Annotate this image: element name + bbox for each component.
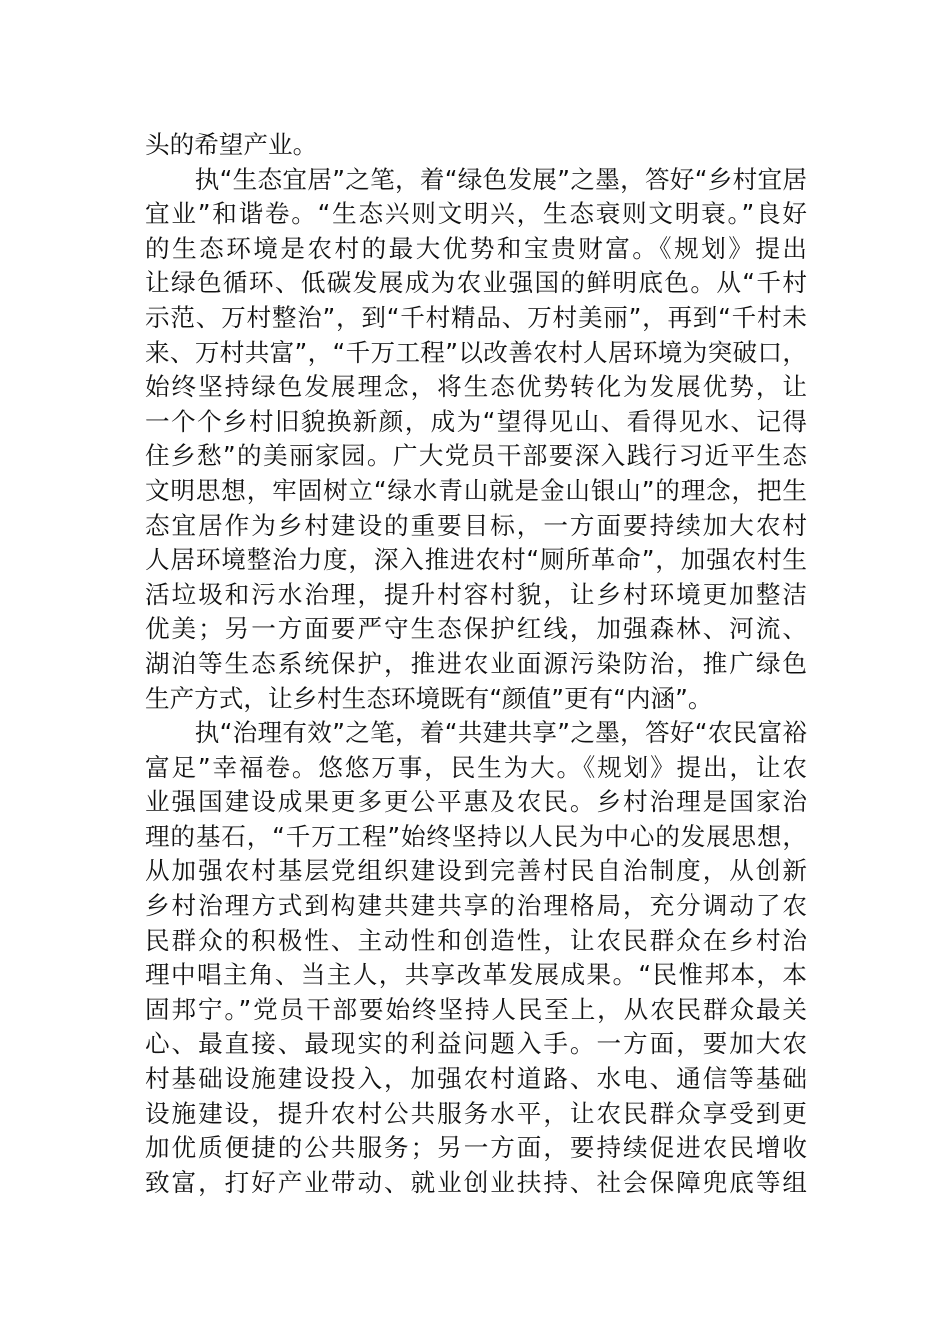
text-line: 人居环境整治力度，深入推进农村“厕所革命”，加强农村生 bbox=[145, 545, 807, 575]
text-line: 住乡愁”的美丽家园。广大党员干部要深入践行习近平生态 bbox=[145, 441, 807, 471]
text-line: 头的希望产业。 bbox=[145, 130, 318, 159]
paragraph bbox=[145, 128, 807, 163]
text-line: 村基础设施建设投入，加强农村道路、水电、通信等基础 bbox=[145, 1064, 807, 1094]
text-line: 致富，打好产业带动、就业创业扶持、社会保障兜底等组 bbox=[145, 1167, 807, 1197]
text-line: 文明思想，牢固树立“绿水青山就是金山银山”的理念，把生 bbox=[145, 475, 807, 505]
text-line: 加优质便捷的公共服务；另一方面，要持续促进农民增收 bbox=[145, 1133, 807, 1163]
text-line: 示范、万村整治”，到“千村精品、万村美丽”，再到“千村未 bbox=[145, 302, 807, 332]
text-line: 执“治理有效”之笔，着“共建共享”之墨，答好“农民富裕 bbox=[145, 718, 807, 748]
text-line: 宜业”和谐卷。“生态兴则文明兴，生态衰则文明衰。”良好 bbox=[145, 199, 807, 229]
text-line: 固邦宁。”党员干部要始终坚持人民至上，从农民群众最关 bbox=[145, 994, 807, 1024]
text-line: 让绿色循环、低碳发展成为农业强国的鲜明底色。从“千村 bbox=[145, 268, 807, 298]
text-line: 执“生态宜居”之笔，着“绿色发展”之墨，答好“乡村宜居 bbox=[145, 164, 807, 194]
text-line: 理的基石，“千万工程”始终坚持以人民为中心的发展思想， bbox=[145, 821, 807, 851]
text-line: 富足”幸福卷。悠悠万事，民生为大。《规划》提出，让农 bbox=[145, 752, 807, 782]
text-line: 来、万村共富”，“千万工程”以改善农村人居环境为突破口， bbox=[145, 337, 807, 367]
text-line: 生产方式，让乡村生态环境既有“颜值”更有“内涵”。 bbox=[145, 683, 713, 713]
text-line: 理中唱主角、当主人，共享改革发展成果。“民惟邦本，本 bbox=[145, 960, 807, 990]
text-line: 心、最直接、最现实的利益问题入手。一方面，要加大农 bbox=[145, 1029, 807, 1059]
paragraph bbox=[145, 163, 807, 717]
text-line: 的生态环境是农村的最大优势和宝贵财富。《规划》提出 bbox=[145, 233, 807, 263]
text-line: 从加强农村基层党组织建设到完善村民自治制度，从创新 bbox=[145, 856, 807, 886]
text-line: 乡村治理方式到构建共建共享的治理格局，充分调动了农 bbox=[145, 891, 807, 921]
text-line: 湖泊等生态系统保护，推进农业面源污染防治，推广绿色 bbox=[145, 648, 807, 678]
text-line: 设施建设，提升农村公共服务水平，让农民群众享受到更 bbox=[145, 1098, 807, 1128]
paragraph bbox=[145, 716, 807, 1200]
text-line: 活垃圾和污水治理，提升村容村貌，让乡村环境更加整洁 bbox=[145, 579, 807, 609]
text-line: 优美；另一方面要严守生态保护红线，加强森林、河流、 bbox=[145, 614, 807, 644]
text-line: 态宜居作为乡村建设的重要目标，一方面要持续加大农村 bbox=[145, 510, 807, 540]
text-line: 业强国建设成果更多更公平惠及农民。乡村治理是国家治 bbox=[145, 787, 807, 817]
text-line: 始终坚持绿色发展理念，将生态优势转化为发展优势，让 bbox=[145, 372, 807, 402]
text-line: 民群众的积极性、主动性和创造性，让农民群众在乡村治 bbox=[145, 925, 807, 955]
text-line: 一个个乡村旧貌换新颜，成为“望得见山、看得见水、记得 bbox=[145, 406, 807, 436]
body-text bbox=[145, 128, 807, 1200]
